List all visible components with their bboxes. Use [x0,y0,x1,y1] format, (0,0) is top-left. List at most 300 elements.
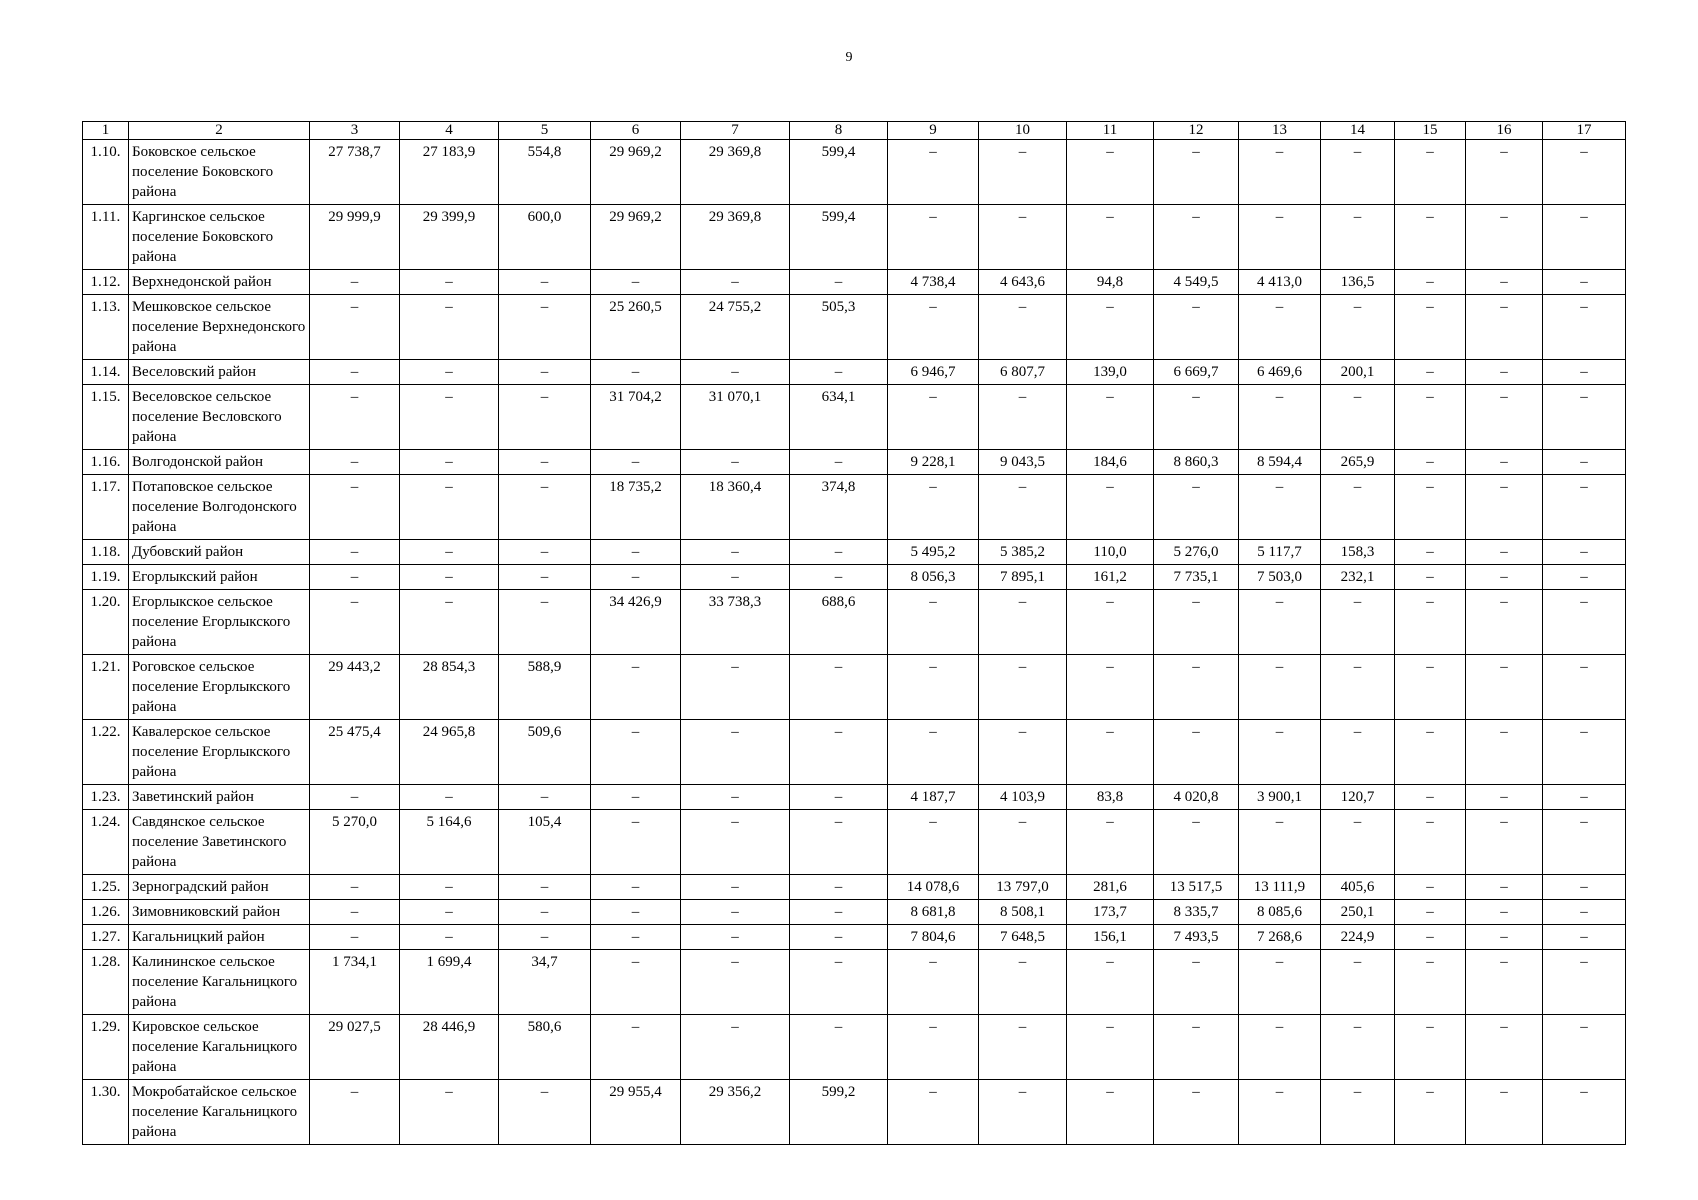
cell-col-3: – [310,450,400,475]
cell-col-11: 94,8 [1067,270,1154,295]
column-header-6: 6 [591,122,681,140]
row-number: 1.18. [83,540,129,565]
cell-col-16: – [1466,475,1543,540]
cell-col-4: – [400,450,499,475]
cell-col-17: – [1543,475,1626,540]
table-row [83,385,1626,450]
cell-col-9: – [888,1015,979,1080]
row-name: Егорлыкский район [129,565,310,590]
cell-col-4: – [400,385,499,450]
cell-col-5: 509,6 [499,720,591,785]
row-name: Зерноградский район [129,875,310,900]
cell-col-13: 8 085,6 [1239,900,1321,925]
cell-col-10: – [979,140,1067,205]
cell-col-3: 29 027,5 [310,1015,400,1080]
cell-col-16: – [1466,1080,1543,1145]
cell-col-12: – [1154,810,1239,875]
table-row [83,540,1626,565]
column-header-12: 12 [1154,122,1239,140]
row-number: 1.14. [83,360,129,385]
cell-col-11: 139,0 [1067,360,1154,385]
cell-col-8: – [790,360,888,385]
cell-col-6: – [591,720,681,785]
cell-col-15: – [1395,450,1466,475]
cell-col-11: – [1067,475,1154,540]
cell-col-13: 13 111,9 [1239,875,1321,900]
cell-col-16: – [1466,1015,1543,1080]
cell-col-5: – [499,590,591,655]
cell-col-11: – [1067,385,1154,450]
cell-col-10: – [979,385,1067,450]
cell-col-12: – [1154,1080,1239,1145]
cell-col-14: – [1321,655,1395,720]
cell-col-13: – [1239,1080,1321,1145]
cell-col-9: – [888,385,979,450]
column-header-11: 11 [1067,122,1154,140]
cell-col-5: – [499,875,591,900]
row-number: 1.27. [83,925,129,950]
cell-col-15: – [1395,1015,1466,1080]
cell-col-15: – [1395,475,1466,540]
cell-col-15: – [1395,655,1466,720]
cell-col-17: – [1543,900,1626,925]
cell-col-17: – [1543,140,1626,205]
cell-col-8: 634,1 [790,385,888,450]
cell-col-9: – [888,655,979,720]
cell-col-14: – [1321,810,1395,875]
cell-col-14: – [1321,205,1395,270]
row-name: Веселовское сельское поселение Весловского района [129,385,310,450]
cell-col-12: – [1154,140,1239,205]
cell-col-4: 28 854,3 [400,655,499,720]
cell-col-15: – [1395,140,1466,205]
table-row [83,900,1626,925]
cell-col-10: – [979,1080,1067,1145]
cell-col-9: – [888,205,979,270]
cell-col-10: 4 103,9 [979,785,1067,810]
cell-col-9: – [888,720,979,785]
row-number: 1.12. [83,270,129,295]
cell-col-9: – [888,140,979,205]
cell-col-10: 7 648,5 [979,925,1067,950]
cell-col-16: – [1466,295,1543,360]
cell-col-11: – [1067,205,1154,270]
cell-col-9: 8 056,3 [888,565,979,590]
cell-col-7: – [681,1015,790,1080]
column-header-10: 10 [979,122,1067,140]
row-name: Верхнедонской район [129,270,310,295]
budget-table [82,121,1626,1145]
cell-col-8: – [790,785,888,810]
cell-col-9: – [888,295,979,360]
cell-col-6: 29 969,2 [591,140,681,205]
table-row [83,295,1626,360]
cell-col-9: 5 495,2 [888,540,979,565]
cell-col-11: – [1067,1080,1154,1145]
cell-col-15: – [1395,900,1466,925]
cell-col-6: – [591,950,681,1015]
cell-col-11: 184,6 [1067,450,1154,475]
cell-col-16: – [1466,810,1543,875]
cell-col-16: – [1466,540,1543,565]
cell-col-13: – [1239,385,1321,450]
cell-col-16: – [1466,720,1543,785]
cell-col-4: 27 183,9 [400,140,499,205]
cell-col-8: – [790,810,888,875]
cell-col-17: – [1543,950,1626,1015]
cell-col-17: – [1543,360,1626,385]
cell-col-7: 33 738,3 [681,590,790,655]
cell-col-14: – [1321,590,1395,655]
cell-col-6: 25 260,5 [591,295,681,360]
cell-col-14: – [1321,1080,1395,1145]
column-header-5: 5 [499,122,591,140]
cell-col-13: – [1239,1015,1321,1080]
table-row [83,875,1626,900]
cell-col-3: – [310,385,400,450]
cell-col-10: – [979,295,1067,360]
row-number: 1.24. [83,810,129,875]
cell-col-3: – [310,565,400,590]
cell-col-7: – [681,720,790,785]
cell-col-17: – [1543,1080,1626,1145]
cell-col-8: – [790,270,888,295]
row-number: 1.28. [83,950,129,1015]
cell-col-7: – [681,900,790,925]
cell-col-8: – [790,950,888,1015]
cell-col-14: 232,1 [1321,565,1395,590]
cell-col-16: – [1466,205,1543,270]
cell-col-15: – [1395,875,1466,900]
cell-col-14: – [1321,720,1395,785]
table-row [83,140,1626,205]
cell-col-8: 599,4 [790,140,888,205]
row-name: Кавалерское сельское поселение Егорлыкского района [129,720,310,785]
cell-col-4: – [400,590,499,655]
cell-col-9: – [888,950,979,1015]
cell-col-6: – [591,450,681,475]
cell-col-6: – [591,360,681,385]
table-row [83,785,1626,810]
cell-col-4: – [400,565,499,590]
row-number: 1.22. [83,720,129,785]
cell-col-14: – [1321,950,1395,1015]
cell-col-14: – [1321,385,1395,450]
cell-col-14: – [1321,295,1395,360]
row-number: 1.29. [83,1015,129,1080]
cell-col-16: – [1466,565,1543,590]
cell-col-3: – [310,295,400,360]
row-name: Заветинский район [129,785,310,810]
cell-col-5: – [499,295,591,360]
column-header-2: 2 [129,122,310,140]
cell-col-4: – [400,360,499,385]
cell-col-12: 7 735,1 [1154,565,1239,590]
cell-col-8: 688,6 [790,590,888,655]
cell-col-7: – [681,950,790,1015]
cell-col-9: – [888,1080,979,1145]
cell-col-11: 83,8 [1067,785,1154,810]
cell-col-3: – [310,875,400,900]
cell-col-13: – [1239,590,1321,655]
cell-col-17: – [1543,590,1626,655]
cell-col-10: – [979,1015,1067,1080]
cell-col-7: 31 070,1 [681,385,790,450]
column-header-15: 15 [1395,122,1466,140]
cell-col-7: – [681,875,790,900]
cell-col-14: 120,7 [1321,785,1395,810]
table-body [83,140,1626,1145]
row-name: Кировское сельское поселение Кагальницкого района [129,1015,310,1080]
row-number: 1.11. [83,205,129,270]
cell-col-16: – [1466,360,1543,385]
cell-col-12: 4 549,5 [1154,270,1239,295]
cell-col-10: 5 385,2 [979,540,1067,565]
cell-col-3: – [310,1080,400,1145]
cell-col-8: 599,2 [790,1080,888,1145]
table-row [83,925,1626,950]
cell-col-17: – [1543,720,1626,785]
cell-col-9: 4 738,4 [888,270,979,295]
cell-col-6: – [591,875,681,900]
cell-col-3: – [310,900,400,925]
cell-col-16: – [1466,655,1543,720]
cell-col-11: – [1067,720,1154,785]
cell-col-10: – [979,720,1067,785]
cell-col-9: 8 681,8 [888,900,979,925]
cell-col-8: 374,8 [790,475,888,540]
cell-col-10: – [979,475,1067,540]
cell-col-5: – [499,385,591,450]
row-name: Калининское сельское поселение Кагальницкого района [129,950,310,1015]
cell-col-7: 29 369,8 [681,205,790,270]
cell-col-4: 1 699,4 [400,950,499,1015]
column-header-17: 17 [1543,122,1626,140]
cell-col-5: 600,0 [499,205,591,270]
cell-col-4: – [400,475,499,540]
cell-col-17: – [1543,270,1626,295]
cell-col-3: 5 270,0 [310,810,400,875]
cell-col-10: – [979,655,1067,720]
cell-col-11: 161,2 [1067,565,1154,590]
cell-col-15: – [1395,565,1466,590]
header-row [83,122,1626,140]
cell-col-6: – [591,900,681,925]
cell-col-6: – [591,785,681,810]
row-number: 1.25. [83,875,129,900]
cell-col-3: – [310,785,400,810]
cell-col-5: 580,6 [499,1015,591,1080]
column-header-8: 8 [790,122,888,140]
row-name: Кагальницкий район [129,925,310,950]
cell-col-5: – [499,360,591,385]
cell-col-10: 8 508,1 [979,900,1067,925]
cell-col-3: – [310,270,400,295]
row-number: 1.21. [83,655,129,720]
cell-col-12: 4 020,8 [1154,785,1239,810]
cell-col-15: – [1395,950,1466,1015]
cell-col-17: – [1543,565,1626,590]
cell-col-12: – [1154,295,1239,360]
row-name: Мешковское сельское поселение Верхнедонского района [129,295,310,360]
cell-col-17: – [1543,875,1626,900]
cell-col-5: – [499,900,591,925]
cell-col-13: 3 900,1 [1239,785,1321,810]
cell-col-15: – [1395,720,1466,785]
cell-col-8: – [790,1015,888,1080]
cell-col-4: – [400,925,499,950]
row-name: Зимовниковский район [129,900,310,925]
cell-col-10: – [979,590,1067,655]
cell-col-5: – [499,450,591,475]
cell-col-12: 6 669,7 [1154,360,1239,385]
cell-col-8: 599,4 [790,205,888,270]
column-header-13: 13 [1239,122,1321,140]
cell-col-7: 29 369,8 [681,140,790,205]
cell-col-9: 4 187,7 [888,785,979,810]
cell-col-3: 25 475,4 [310,720,400,785]
cell-col-8: – [790,720,888,785]
cell-col-15: – [1395,925,1466,950]
cell-col-13: – [1239,655,1321,720]
cell-col-5: – [499,540,591,565]
cell-col-17: – [1543,205,1626,270]
cell-col-15: – [1395,810,1466,875]
cell-col-7: – [681,450,790,475]
cell-col-8: – [790,655,888,720]
cell-col-6: 18 735,2 [591,475,681,540]
cell-col-12: – [1154,385,1239,450]
cell-col-12: – [1154,1015,1239,1080]
table-row [83,450,1626,475]
cell-col-13: 7 268,6 [1239,925,1321,950]
cell-col-3: 27 738,7 [310,140,400,205]
cell-col-5: – [499,565,591,590]
table-row [83,475,1626,540]
cell-col-14: 200,1 [1321,360,1395,385]
cell-col-10: 6 807,7 [979,360,1067,385]
table-row [83,810,1626,875]
cell-col-14: – [1321,140,1395,205]
cell-col-7: – [681,360,790,385]
column-header-16: 16 [1466,122,1543,140]
cell-col-6: – [591,270,681,295]
cell-col-13: 7 503,0 [1239,565,1321,590]
column-header-14: 14 [1321,122,1395,140]
page-number: 9 [845,50,853,65]
cell-col-16: – [1466,900,1543,925]
cell-col-3: 29 443,2 [310,655,400,720]
cell-col-5: – [499,270,591,295]
cell-col-17: – [1543,925,1626,950]
table-row [83,590,1626,655]
cell-col-11: – [1067,590,1154,655]
column-header-9: 9 [888,122,979,140]
cell-col-11: 110,0 [1067,540,1154,565]
cell-col-8: – [790,900,888,925]
row-name: Волгодонской район [129,450,310,475]
row-name: Боковское сельское поселение Боковского района [129,140,310,205]
table-row [83,950,1626,1015]
row-number: 1.13. [83,295,129,360]
cell-col-7: – [681,925,790,950]
cell-col-3: 1 734,1 [310,950,400,1015]
cell-col-11: – [1067,810,1154,875]
cell-col-12: 13 517,5 [1154,875,1239,900]
table-row [83,565,1626,590]
cell-col-17: – [1543,655,1626,720]
row-name: Веселовский район [129,360,310,385]
cell-col-16: – [1466,925,1543,950]
cell-col-6: 29 969,2 [591,205,681,270]
cell-col-9: – [888,590,979,655]
table-row [83,1080,1626,1145]
cell-col-7: – [681,655,790,720]
cell-col-9: – [888,810,979,875]
cell-col-5: 554,8 [499,140,591,205]
cell-col-11: – [1067,295,1154,360]
cell-col-16: – [1466,140,1543,205]
row-number: 1.19. [83,565,129,590]
cell-col-14: 158,3 [1321,540,1395,565]
cell-col-12: – [1154,655,1239,720]
row-name: Роговское сельское поселение Егорлыкского района [129,655,310,720]
cell-col-4: 28 446,9 [400,1015,499,1080]
cell-col-5: – [499,785,591,810]
cell-col-12: 7 493,5 [1154,925,1239,950]
cell-col-10: – [979,205,1067,270]
cell-col-4: – [400,1080,499,1145]
cell-col-17: – [1543,540,1626,565]
cell-col-13: – [1239,475,1321,540]
cell-col-6: – [591,540,681,565]
cell-col-6: 34 426,9 [591,590,681,655]
cell-col-12: 5 276,0 [1154,540,1239,565]
cell-col-17: – [1543,785,1626,810]
cell-col-13: 6 469,6 [1239,360,1321,385]
cell-col-10: 9 043,5 [979,450,1067,475]
row-number: 1.15. [83,385,129,450]
cell-col-14: – [1321,1015,1395,1080]
cell-col-10: – [979,810,1067,875]
cell-col-6: – [591,565,681,590]
table-row [83,205,1626,270]
cell-col-12: – [1154,205,1239,270]
cell-col-9: 14 078,6 [888,875,979,900]
cell-col-12: – [1154,950,1239,1015]
row-number: 1.30. [83,1080,129,1145]
cell-col-10: 13 797,0 [979,875,1067,900]
cell-col-7: – [681,540,790,565]
table-row [83,720,1626,785]
cell-col-16: – [1466,270,1543,295]
cell-col-9: 7 804,6 [888,925,979,950]
cell-col-3: – [310,540,400,565]
cell-col-15: – [1395,540,1466,565]
cell-col-8: – [790,565,888,590]
row-name: Потаповское сельское поселение Волгодонского района [129,475,310,540]
row-name: Савдянское сельское поселение Заветинского района [129,810,310,875]
cell-col-4: 24 965,8 [400,720,499,785]
cell-col-8: 505,3 [790,295,888,360]
cell-col-13: – [1239,720,1321,785]
cell-col-17: – [1543,1015,1626,1080]
cell-col-11: – [1067,140,1154,205]
cell-col-13: – [1239,295,1321,360]
cell-col-11: – [1067,655,1154,720]
cell-col-13: 4 413,0 [1239,270,1321,295]
cell-col-6: – [591,1015,681,1080]
